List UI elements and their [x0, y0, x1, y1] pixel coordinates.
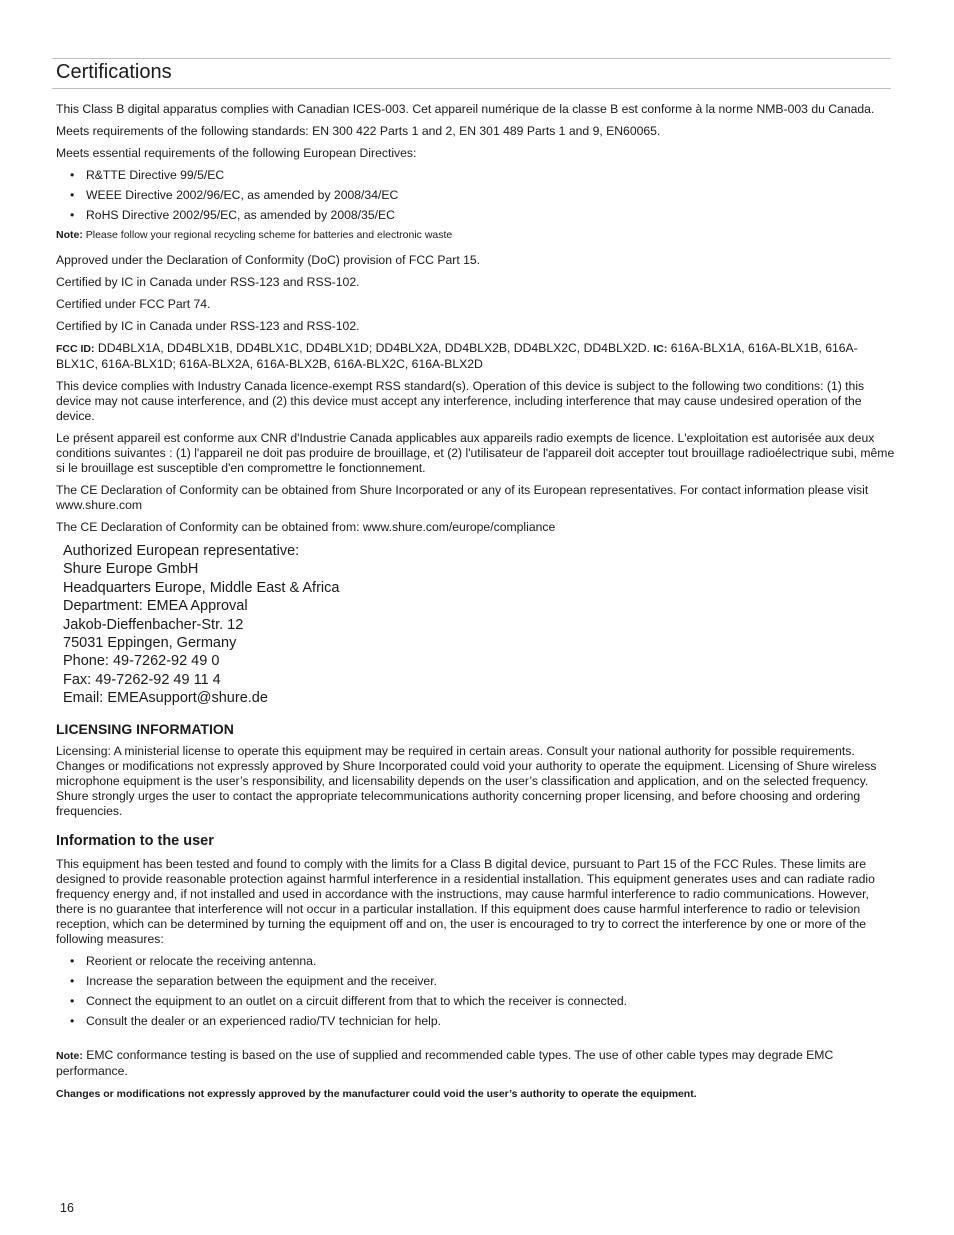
page-number: 16: [60, 1201, 74, 1215]
list-item: • Reorient or relocate the receiving antenna.: [70, 954, 896, 969]
document-body: [56, 102, 896, 1102]
measures-list: [56, 954, 896, 1029]
list-item: • Consult the dealer or an experienced radio/TV technician for help.: [70, 1014, 896, 1029]
list-item: • Increase the separation between the equipment and the receiver.: [70, 974, 896, 989]
doc-statement: Approved under the Declaration of Conformity (DoC) provision of FCC Part 15.: [56, 253, 481, 267]
industry-canada-fr: Le présent appareil est conforme aux CNR d'Industrie Canada applicables aux appareils radio exempts de licence. L'exploitation est autorisée aux deux conditions suivantes : (1) l'appareil ne doit pas produire de brouillage, et (2) l'utilisateur de l'appareil doit accepter tout brouillage radioélectrique subi, même si le brouillage est susceptible d'en compromettre le fonctionnement.: [56, 431, 895, 475]
industry-canada-en: This device complies with Industry Canada licence-exempt RSS standard(s). Operation of this device is subject to the following two conditions: (1) this device may not cause interference, and (2) this device must accept any interference, including interference that may cause undesired operation of the device.: [56, 379, 865, 423]
list-item: • Connect the equipment to an outlet on a circuit different from that to which the receiver is connected.: [70, 994, 896, 1009]
directives-list: [56, 168, 896, 223]
emc-note: [56, 1048, 896, 1079]
list-item: • RoHS Directive 2002/95/EC, as amended by 2008/35/EC: [70, 208, 896, 223]
address-line: Phone: 49-7262-92 49 0: [63, 653, 220, 670]
ic-statement-repeat: Certified by IC in Canada under RSS-123 and RSS-102.: [56, 319, 360, 333]
address-line: 75031 Eppingen, Germany: [63, 635, 237, 652]
ices-statement: This Class B digital apparatus complies with Canadian ICES-003. Cet appareil numérique de la classe B est conforme à la norme NMB-003 du Canada.: [56, 102, 875, 116]
directives-intro: Meets essential requirements of the following European Directives:: [56, 146, 417, 160]
fcc-ic-ids: [56, 341, 896, 372]
note-text: Please follow your regional recycling scheme for batteries and electronic waste: [82, 229, 453, 241]
address-line: Fax: 49-7262-92 49 11 4: [63, 671, 221, 688]
licensing-text: Licensing: A ministerial license to operate this equipment may be required in certain areas. Consult your national authority for possible requirements. Changes or modifications not expressly approved by Shure Incorporated could void your authority to operate the equipment. Licensing of Shure wireless microphone equipment is the user’s responsibility, and licensability depends on the user’s classification and application, and on the selected frequency. Shure strongly urges the user to contact the appropriate telecommunications authority concerning proper licensing, and before choosing and ordering frequencies.: [56, 743, 877, 818]
note-label: Note:: [56, 229, 83, 241]
list-item: • R&TTE Directive 99/5/EC: [70, 168, 896, 183]
final-warning: Changes or modifications not expressly approved by the manufacturer could void the user’s authority to operate the equipment.: [56, 1087, 697, 1100]
list-item: • WEEE Directive 2002/96/EC, as amended by 2008/34/EC: [70, 188, 896, 203]
ic-values: 616A-BLX1A, 616A-BLX1B, 616A-BLX1C, 616A-BLX1D; 616A-BLX2A, 616A-BLX2B, 616A-BLX2C, 616A-BLX2D: [56, 341, 858, 371]
fcc-part74-statement: Certified under FCC Part 74.: [56, 297, 211, 311]
address-line: Jakob-Dieffenbacher-Str. 12: [63, 616, 244, 633]
header-rule-bottom: [52, 88, 891, 89]
eu-representative-address: [63, 542, 896, 708]
recycling-note: [56, 228, 896, 243]
ic-statement: Certified by IC in Canada under RSS-123 and RSS-102.: [56, 275, 360, 289]
address-line: Headquarters Europe, Middle East & Africa: [63, 579, 340, 596]
address-line: Department: EMEA Approval: [63, 598, 248, 615]
user-info-text: This equipment has been tested and found to comply with the limits for a Class B digital device, pursuant to Part 15 of the FCC Rules. These limits are designed to provide reasonable protection against harmful interference in a residential installation. This equipment generates uses and can radiate radio frequency energy and, if not installed and used in accordance with the instructions, may cause harmful interference to radio communications. However, there is no guarantee that interference will not occur in a particular installation. If this equipment does cause harmful interference to radio or television reception, which can be determined by turning the equipment off and on, the user is encouraged to try to correct the interference by one or more of the following measures:: [56, 856, 875, 946]
ic-label: IC:: [653, 343, 668, 355]
address-line: Authorized European representative:: [63, 543, 300, 559]
address-line: Email: EMEAsupport@shure.de: [63, 690, 268, 707]
header-rule-top: [52, 58, 891, 59]
fcc-id-label: FCC ID:: [56, 343, 95, 355]
note-text: EMC conformance testing is based on the use of supplied and recommended cable types. The use of other cable types may degrade EMC performance.: [56, 1047, 834, 1078]
address-line: Shure Europe GmbH: [63, 561, 199, 578]
licensing-heading: LICENSING INFORMATION: [56, 720, 234, 737]
ce-declaration-contact: The CE Declaration of Conformity can be obtained from Shure Incorporated or any of its European representatives. For contact information please visit www.shure.com: [56, 483, 869, 512]
ce-declaration-url: The CE Declaration of Conformity can be obtained from: www.shure.com/europe/compliance: [56, 520, 556, 534]
page-title: Certifications: [56, 61, 172, 83]
note-label: Note:: [56, 1049, 83, 1062]
user-info-heading: Information to the user: [56, 832, 214, 849]
standards-statement: Meets requirements of the following standards: EN 300 422 Parts 1 and 2, EN 301 489 Parts 1 and 9, EN60065.: [56, 124, 661, 138]
fcc-id-values: DD4BLX1A, DD4BLX1B, DD4BLX1C, DD4BLX1D; DD4BLX2A, DD4BLX2B, DD4BLX2C, DD4BLX2D.: [94, 341, 654, 355]
